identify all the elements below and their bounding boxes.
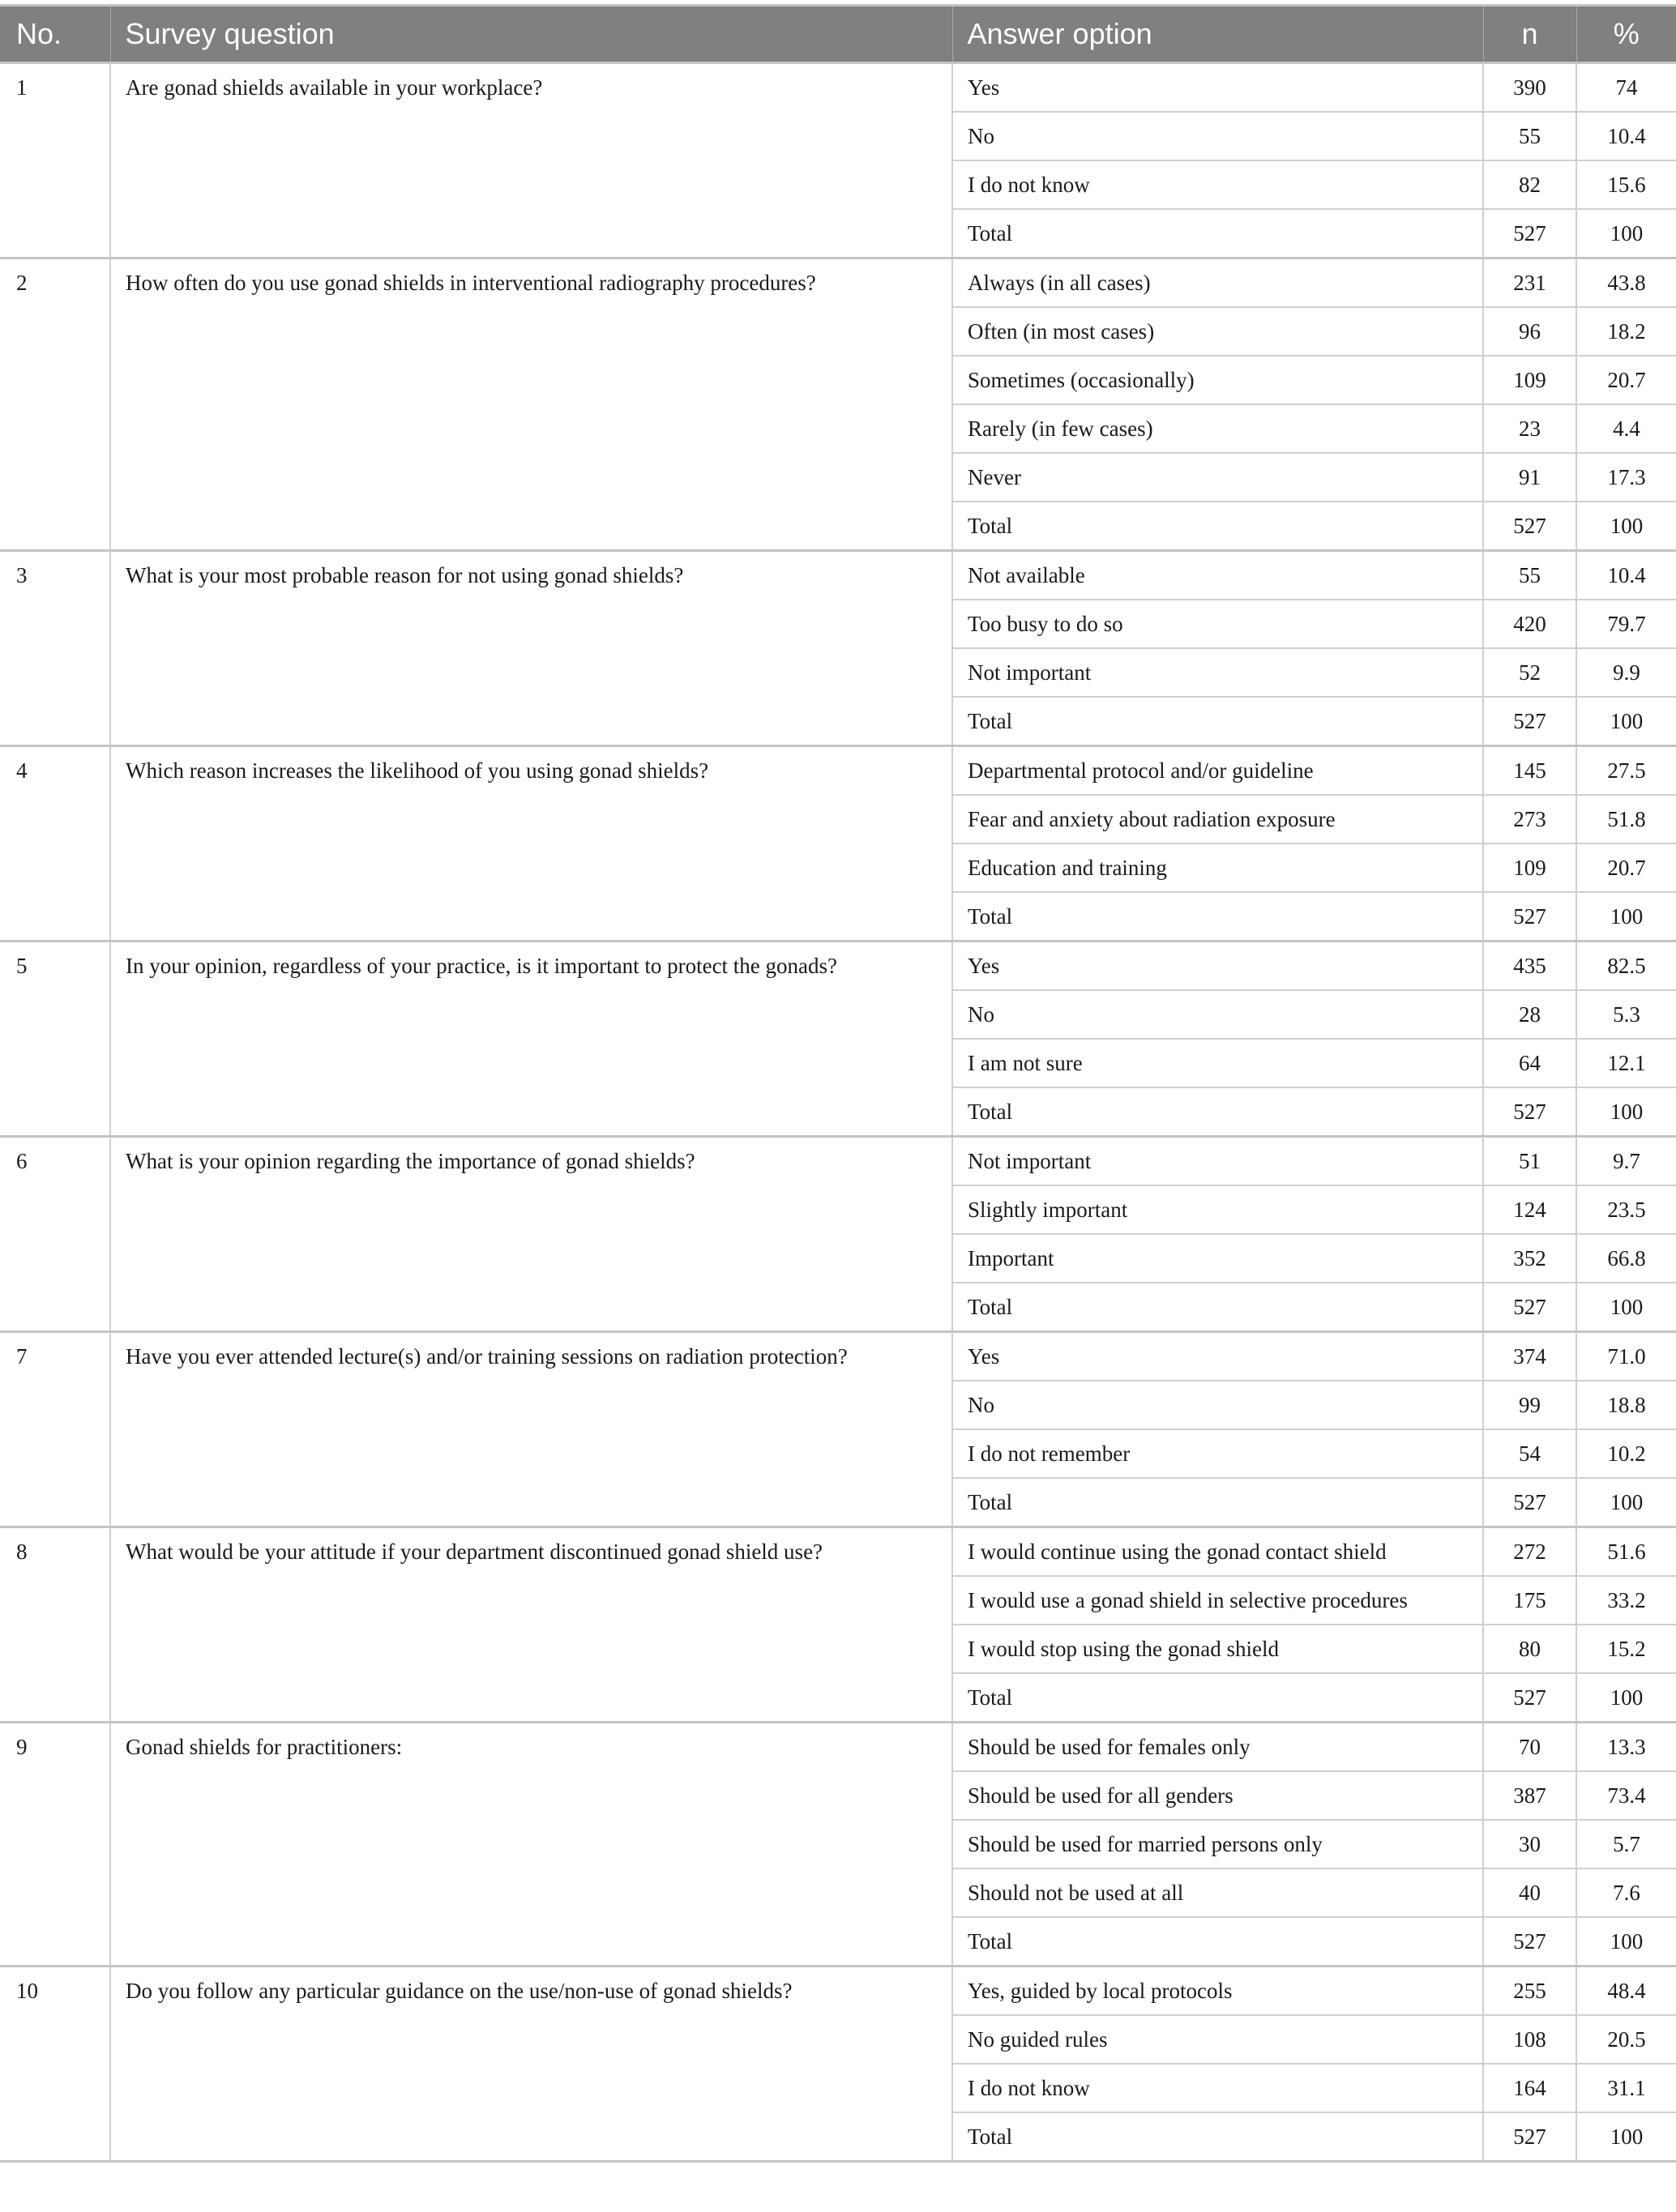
answer-count: 145 bbox=[1483, 746, 1576, 796]
answer-option: Yes bbox=[952, 1332, 1483, 1381]
answer-count: 272 bbox=[1483, 1527, 1576, 1577]
question-number: 3 bbox=[0, 551, 110, 746]
answer-option: Too busy to do so bbox=[952, 600, 1483, 648]
answer-count: 70 bbox=[1483, 1723, 1576, 1772]
answer-count: 51 bbox=[1483, 1137, 1576, 1186]
answer-percent: 82.5 bbox=[1576, 942, 1676, 991]
answer-option: Education and training bbox=[952, 843, 1483, 892]
answer-option: Total bbox=[952, 1673, 1483, 1723]
answer-option: No bbox=[952, 1381, 1483, 1429]
answer-percent: 51.8 bbox=[1576, 795, 1676, 843]
answer-option: Departmental protocol and/or guideline bbox=[952, 746, 1483, 796]
question-number: 8 bbox=[0, 1527, 110, 1723]
answer-count: 64 bbox=[1483, 1039, 1576, 1087]
answer-option: Yes bbox=[952, 63, 1483, 113]
table-row bbox=[0, 63, 1676, 113]
survey-question: Have you ever attended lecture(s) and/or training sessions on radiation protection? bbox=[110, 1332, 952, 1527]
answer-option: Total bbox=[952, 2112, 1483, 2162]
answer-count: 28 bbox=[1483, 990, 1576, 1039]
question-number: 2 bbox=[0, 258, 110, 551]
answer-option: Sometimes (occasionally) bbox=[952, 356, 1483, 404]
survey-question: What is your opinion regarding the importance of gonad shields? bbox=[110, 1137, 952, 1332]
answer-percent: 31.1 bbox=[1576, 2064, 1676, 2112]
header-answer-option: Answer option bbox=[952, 6, 1483, 63]
answer-count: 527 bbox=[1483, 1917, 1576, 1966]
answer-count: 52 bbox=[1483, 648, 1576, 697]
answer-option: Total bbox=[952, 697, 1483, 746]
answer-percent: 20.7 bbox=[1576, 356, 1676, 404]
answer-percent: 9.7 bbox=[1576, 1137, 1676, 1186]
survey-question: What would be your attitude if your department discontinued gonad shield use? bbox=[110, 1527, 952, 1723]
answer-count: 99 bbox=[1483, 1381, 1576, 1429]
answer-count: 527 bbox=[1483, 209, 1576, 258]
answer-option: No bbox=[952, 112, 1483, 160]
answer-percent: 10.4 bbox=[1576, 551, 1676, 600]
answer-count: 387 bbox=[1483, 1771, 1576, 1820]
answer-option: I do not know bbox=[952, 2064, 1483, 2112]
answer-count: 273 bbox=[1483, 795, 1576, 843]
answer-count: 352 bbox=[1483, 1234, 1576, 1283]
answer-count: 23 bbox=[1483, 404, 1576, 453]
answer-percent: 71.0 bbox=[1576, 1332, 1676, 1381]
answer-percent: 20.5 bbox=[1576, 2015, 1676, 2064]
answer-count: 175 bbox=[1483, 1576, 1576, 1625]
header-survey-question: Survey question bbox=[110, 6, 952, 63]
answer-percent: 79.7 bbox=[1576, 600, 1676, 648]
answer-option: Important bbox=[952, 1234, 1483, 1283]
table-row bbox=[0, 1966, 1676, 2016]
survey-question: Which reason increases the likelihood of you using gonad shields? bbox=[110, 746, 952, 942]
answer-percent: 9.9 bbox=[1576, 648, 1676, 697]
table-row bbox=[0, 1527, 1676, 1577]
answer-count: 527 bbox=[1483, 1087, 1576, 1137]
table-row bbox=[0, 942, 1676, 991]
answer-option: Slightly important bbox=[952, 1185, 1483, 1234]
answer-count: 109 bbox=[1483, 843, 1576, 892]
answer-percent: 18.2 bbox=[1576, 307, 1676, 356]
answer-percent: 13.3 bbox=[1576, 1723, 1676, 1772]
answer-count: 55 bbox=[1483, 551, 1576, 600]
answer-percent: 100 bbox=[1576, 502, 1676, 551]
answer-percent: 15.2 bbox=[1576, 1625, 1676, 1673]
answer-option: Should be used for all genders bbox=[952, 1771, 1483, 1820]
survey-question: Are gonad shields available in your workplace? bbox=[110, 63, 952, 258]
answer-option: I do not remember bbox=[952, 1429, 1483, 1478]
header-n: n bbox=[1483, 6, 1576, 63]
header-percent: % bbox=[1576, 6, 1676, 63]
answer-option: Total bbox=[952, 502, 1483, 551]
answer-option: Never bbox=[952, 453, 1483, 502]
answer-count: 96 bbox=[1483, 307, 1576, 356]
survey-question: In your opinion, regardless of your practice, is it important to protect the gonads? bbox=[110, 942, 952, 1137]
answer-count: 108 bbox=[1483, 2015, 1576, 2064]
table-row bbox=[0, 1723, 1676, 1772]
answer-option: Should be used for married persons only bbox=[952, 1820, 1483, 1868]
question-number: 6 bbox=[0, 1137, 110, 1332]
survey-question: How often do you use gonad shields in interventional radiography procedures? bbox=[110, 258, 952, 551]
answer-count: 527 bbox=[1483, 2112, 1576, 2162]
answer-percent: 5.7 bbox=[1576, 1820, 1676, 1868]
answer-percent: 100 bbox=[1576, 1673, 1676, 1723]
survey-results-table bbox=[0, 4, 1676, 2163]
answer-option: Rarely (in few cases) bbox=[952, 404, 1483, 453]
table-row bbox=[0, 1137, 1676, 1186]
answer-option: Should not be used at all bbox=[952, 1868, 1483, 1917]
answer-percent: 33.2 bbox=[1576, 1576, 1676, 1625]
answer-percent: 5.3 bbox=[1576, 990, 1676, 1039]
header-no: No. bbox=[0, 6, 110, 63]
answer-percent: 100 bbox=[1576, 209, 1676, 258]
answer-option: I do not know bbox=[952, 160, 1483, 209]
answer-option: Fear and anxiety about radiation exposure bbox=[952, 795, 1483, 843]
table-row bbox=[0, 746, 1676, 796]
answer-count: 231 bbox=[1483, 258, 1576, 308]
answer-count: 40 bbox=[1483, 1868, 1576, 1917]
answer-option: Yes, guided by local protocols bbox=[952, 1966, 1483, 2016]
answer-percent: 10.4 bbox=[1576, 112, 1676, 160]
answer-option: Always (in all cases) bbox=[952, 258, 1483, 308]
answer-option: Total bbox=[952, 892, 1483, 942]
answer-count: 390 bbox=[1483, 63, 1576, 113]
answer-percent: 100 bbox=[1576, 1283, 1676, 1332]
answer-count: 82 bbox=[1483, 160, 1576, 209]
table-body bbox=[0, 63, 1676, 2162]
answer-percent: 4.4 bbox=[1576, 404, 1676, 453]
answer-count: 109 bbox=[1483, 356, 1576, 404]
answer-percent: 20.7 bbox=[1576, 843, 1676, 892]
answer-count: 91 bbox=[1483, 453, 1576, 502]
answer-percent: 48.4 bbox=[1576, 1966, 1676, 2016]
answer-option: Total bbox=[952, 209, 1483, 258]
table-row bbox=[0, 551, 1676, 600]
answer-count: 374 bbox=[1483, 1332, 1576, 1381]
answer-option: No guided rules bbox=[952, 2015, 1483, 2064]
question-number: 7 bbox=[0, 1332, 110, 1527]
answer-count: 527 bbox=[1483, 1673, 1576, 1723]
survey-question: What is your most probable reason for not using gonad shields? bbox=[110, 551, 952, 746]
table-row bbox=[0, 258, 1676, 308]
answer-percent: 74 bbox=[1576, 63, 1676, 113]
survey-question: Gonad shields for practitioners: bbox=[110, 1723, 952, 1966]
answer-percent: 100 bbox=[1576, 2112, 1676, 2162]
answer-count: 527 bbox=[1483, 502, 1576, 551]
answer-percent: 100 bbox=[1576, 1917, 1676, 1966]
answer-count: 30 bbox=[1483, 1820, 1576, 1868]
answer-count: 54 bbox=[1483, 1429, 1576, 1478]
answer-option: Total bbox=[952, 1087, 1483, 1137]
answer-option: I would continue using the gonad contact shield bbox=[952, 1527, 1483, 1577]
answer-percent: 100 bbox=[1576, 697, 1676, 746]
answer-percent: 100 bbox=[1576, 1478, 1676, 1527]
answer-option: Often (in most cases) bbox=[952, 307, 1483, 356]
question-number: 4 bbox=[0, 746, 110, 942]
answer-option: Not important bbox=[952, 1137, 1483, 1186]
answer-option: Not important bbox=[952, 648, 1483, 697]
answer-option: Not available bbox=[952, 551, 1483, 600]
answer-option: I would stop using the gonad shield bbox=[952, 1625, 1483, 1673]
question-number: 1 bbox=[0, 63, 110, 258]
answer-percent: 18.8 bbox=[1576, 1381, 1676, 1429]
answer-percent: 100 bbox=[1576, 1087, 1676, 1137]
table-row bbox=[0, 1332, 1676, 1381]
question-number: 9 bbox=[0, 1723, 110, 1966]
answer-percent: 10.2 bbox=[1576, 1429, 1676, 1478]
answer-percent: 15.6 bbox=[1576, 160, 1676, 209]
answer-percent: 43.8 bbox=[1576, 258, 1676, 308]
answer-option: Yes bbox=[952, 942, 1483, 991]
answer-percent: 66.8 bbox=[1576, 1234, 1676, 1283]
table-header bbox=[0, 6, 1676, 63]
answer-option: Total bbox=[952, 1283, 1483, 1332]
question-number: 10 bbox=[0, 1966, 110, 2162]
answer-percent: 12.1 bbox=[1576, 1039, 1676, 1087]
answer-percent: 73.4 bbox=[1576, 1771, 1676, 1820]
answer-option: Total bbox=[952, 1478, 1483, 1527]
answer-percent: 27.5 bbox=[1576, 746, 1676, 796]
answer-percent: 100 bbox=[1576, 892, 1676, 942]
answer-option: Total bbox=[952, 1917, 1483, 1966]
answer-count: 527 bbox=[1483, 892, 1576, 942]
survey-question: Do you follow any particular guidance on the use/non-use of gonad shields? bbox=[110, 1966, 952, 2162]
answer-count: 255 bbox=[1483, 1966, 1576, 2016]
answer-count: 527 bbox=[1483, 1478, 1576, 1527]
answer-percent: 7.6 bbox=[1576, 1868, 1676, 1917]
answer-option: I would use a gonad shield in selective procedures bbox=[952, 1576, 1483, 1625]
answer-option: I am not sure bbox=[952, 1039, 1483, 1087]
answer-count: 527 bbox=[1483, 1283, 1576, 1332]
answer-option: Should be used for females only bbox=[952, 1723, 1483, 1772]
answer-count: 435 bbox=[1483, 942, 1576, 991]
answer-option: No bbox=[952, 990, 1483, 1039]
answer-count: 80 bbox=[1483, 1625, 1576, 1673]
answer-count: 124 bbox=[1483, 1185, 1576, 1234]
answer-count: 527 bbox=[1483, 697, 1576, 746]
question-number: 5 bbox=[0, 942, 110, 1137]
answer-percent: 17.3 bbox=[1576, 453, 1676, 502]
answer-percent: 23.5 bbox=[1576, 1185, 1676, 1234]
answer-count: 420 bbox=[1483, 600, 1576, 648]
answer-count: 164 bbox=[1483, 2064, 1576, 2112]
answer-percent: 51.6 bbox=[1576, 1527, 1676, 1577]
answer-count: 55 bbox=[1483, 112, 1576, 160]
